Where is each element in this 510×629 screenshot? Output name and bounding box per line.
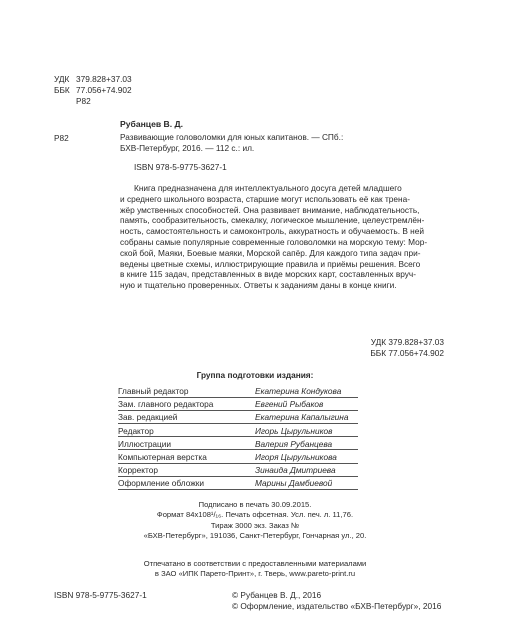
team-person: Валерия Рубанцева [255,438,333,449]
team-row [118,385,358,398]
team-person: Игоря Цырульникова [255,451,337,462]
copyright-line: © Оформление, издательство «БХВ-Петербург», 2016 [232,600,442,611]
imprint-block [0,500,510,542]
team-row [118,477,358,490]
author-name: Рубанцев В. Д. [120,119,184,129]
printing-house-block [0,559,510,580]
imprint-line: Тираж 3000 экз. Заказ № [210,520,300,530]
annotation-line: Книга предназначена для интеллектуального досуга детей младшего [134,183,402,193]
team-role: Главный редактор [118,386,189,397]
copyright-block [232,590,441,612]
annotation [120,183,442,291]
isbn-footer: ISBN 978-5-9775-3627-1 [54,590,147,600]
udk-repeat: УДК 379.828+37.03 [370,337,444,347]
isbn-line: ISBN 978-5-9775-3627-1 [134,162,227,173]
team-row [118,437,358,450]
annotation-line: жёр умственных способностей. Она развивает внимание, наблюдательность, [120,204,420,215]
team-person: Екатерина Кондукова [255,386,342,397]
annotation-line: ведены цветные схемы, иллюстрирующие правила и приёмы решения. Всего [120,258,421,269]
team-person: Зинаида Дмитриева [255,464,336,475]
catalog-code: Р82 [54,133,69,143]
team-row [118,464,358,477]
imprint-line: Подписано в печать 30.09.2015. [198,500,312,509]
team-role: Иллюстрации [118,438,172,449]
udk-value: 379.828+37.03 [76,74,132,84]
printing-line: Отпечатано в соответствии с предоставленными материалами [143,559,367,568]
classification-block [54,74,132,106]
team-role: Корректор [118,464,158,475]
team-role: Редактор [118,425,154,436]
team-row [118,424,358,437]
team-person: Марины Дамбиевой [255,477,333,488]
team-role: Зам. главного редактора [118,399,214,410]
team-person: Екатерина Капалыгина [255,412,349,423]
catalog-card [120,119,442,173]
team-row [118,411,358,424]
annotation-line: ную и тщательно проверенных. Ответы к заданиям даны в конце книги. [120,280,397,291]
team-person: Евгений Рыбаков [255,399,324,410]
bibliographic-line: БХВ-Петербург, 2016. — 112 с.: ил. [120,142,255,153]
udk-label: УДК [54,74,70,84]
bbk-repeat: ББК 77.056+74.902 [370,347,444,358]
copyright-line: © Рубанцев В. Д., 2016 [232,590,322,600]
annotation-line: память, сообразительность, смекалку, логическое мышление, целеустремлён- [120,215,425,226]
bibliographic-line: Развивающие головоломки для юных капитанов. — СПб.: [120,131,344,142]
annotation-line: и среднего школьного возраста, старшие могут использовать её как трена- [120,193,410,204]
imprint-line: «БХВ-Петербург», 191036, Санкт-Петербург, Гончарная ул., 20. [143,531,367,541]
team-title: Группа подготовки издания: [196,370,314,380]
classification-repeat [370,337,444,359]
bbk-value: 77.056+74.902 [76,84,132,95]
annotation-line: собраны самые популярные современные головоломки на морскую тему: Мор- [120,236,428,247]
team-role: Зав. редакцией [118,412,178,423]
team-row [118,450,358,463]
team-row [118,398,358,411]
printing-line: в ЗАО «ИПК Парето-Принт», г. Тверь, www.pareto-print.ru [154,569,356,579]
author-code: Р82 [76,95,91,106]
annotation-line: ность, самостоятельность и самоконтроль, аккуратность и обучаемость. В ней [120,226,424,237]
imprint-line: Формат 84x108¹/₁₆. Печать офсетная. Усл. печ. л. 11,76. [156,510,354,520]
team-role: Оформление обложки [118,477,205,488]
team-person: Игорь Цырульников [255,425,333,436]
bbk-label: ББК [54,84,70,95]
team-table [118,385,358,490]
annotation-line: ской бой, Маяки, Боевые маяки, Морской сапёр. Для каждого типа задач при- [120,247,421,258]
team-role: Компьютерная верстка [118,451,207,462]
annotation-line: в книге 115 задач, представленных в виде морских карт, составленных вруч- [120,269,416,280]
